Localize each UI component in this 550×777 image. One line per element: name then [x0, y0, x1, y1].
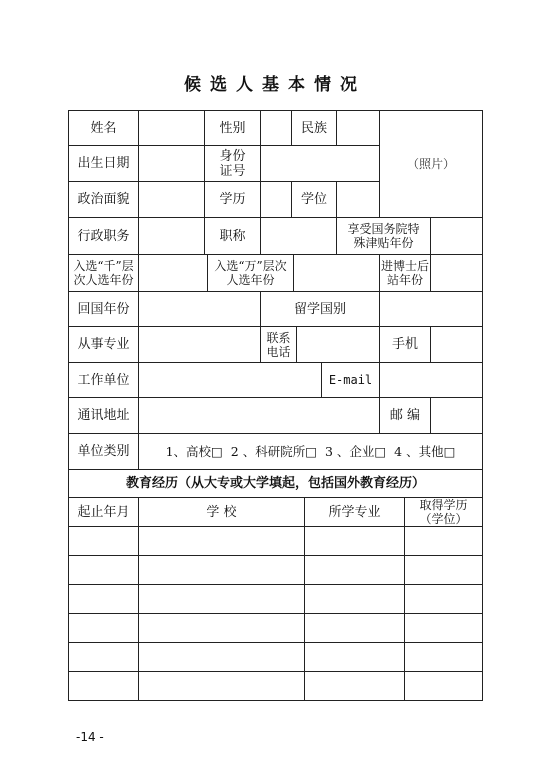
label-contact-phone: 联系 电话 [260, 326, 297, 363]
education-row-5-degree-field[interactable] [404, 642, 483, 672]
ethnicity-field[interactable] [336, 110, 380, 146]
col-period: 起止年月 [68, 497, 139, 527]
address-field[interactable] [138, 397, 380, 434]
education-row-1-school-field[interactable] [138, 526, 305, 556]
title-rank-field[interactable] [260, 217, 337, 255]
postdoc-field[interactable] [430, 254, 483, 292]
email-field[interactable] [379, 362, 483, 398]
name-field[interactable] [138, 110, 205, 146]
education-row-4-period-field[interactable] [68, 613, 139, 643]
label-gender: 性别 [204, 110, 261, 146]
page-number: -14 - [76, 730, 104, 744]
birth-date-field[interactable] [138, 145, 205, 182]
label-political-status: 政治面貌 [68, 181, 139, 218]
education-row-2-major-field[interactable] [304, 555, 405, 585]
label-email: E-mail [321, 362, 380, 398]
col-major: 所学专业 [304, 497, 405, 527]
education-row-3-major-field[interactable] [304, 584, 405, 614]
wan-ren-field[interactable] [293, 254, 380, 292]
education-row-6-period-field[interactable] [68, 671, 139, 701]
education-row-3-school-field[interactable] [138, 584, 305, 614]
label-degree: 学位 [291, 181, 337, 218]
education-row-6-degree-field[interactable] [404, 671, 483, 701]
gender-field[interactable] [260, 110, 292, 146]
unit-type-options[interactable]: 1、高校□ 2 、科研院所□ 3 、企业□ 4 、其他□ [138, 433, 483, 470]
col-degree: 取得学历 （学位） [404, 497, 483, 527]
postcode-field[interactable] [430, 397, 483, 434]
label-education: 学历 [204, 181, 261, 218]
form-title: 候选人基本情况 [184, 75, 366, 95]
col-school: 学 校 [138, 497, 305, 527]
education-row-5-school-field[interactable] [138, 642, 305, 672]
education-row-2-period-field[interactable] [68, 555, 139, 585]
label-return-year: 回国年份 [68, 291, 139, 327]
label-name: 姓名 [68, 110, 139, 146]
admin-position-field[interactable] [138, 217, 205, 255]
degree-field[interactable] [336, 181, 380, 218]
label-ethnicity: 民族 [291, 110, 337, 146]
label-qian-ren: 入选“千”层 次人选年份 [68, 254, 139, 292]
political-status-field[interactable] [138, 181, 205, 218]
education-row-4-degree-field[interactable] [404, 613, 483, 643]
label-id-number: 身份 证号 [204, 145, 261, 182]
education-row-4-school-field[interactable] [138, 613, 305, 643]
education-row-2-degree-field[interactable] [404, 555, 483, 585]
education-row-1-major-field[interactable] [304, 526, 405, 556]
label-postdoc: 进博士后 站年份 [379, 254, 431, 292]
label-wan-ren: 入选“万”层次 人选年份 [207, 254, 294, 292]
label-postcode: 邮 编 [379, 397, 431, 434]
contact-phone-field[interactable] [296, 326, 380, 363]
mobile-field[interactable] [430, 326, 483, 363]
label-title-rank: 职称 [204, 217, 261, 255]
label-birth-date: 出生日期 [68, 145, 139, 182]
label-specialty: 从事专业 [68, 326, 139, 363]
education-row-4-major-field[interactable] [304, 613, 405, 643]
education-row-1-degree-field[interactable] [404, 526, 483, 556]
education-row-6-major-field[interactable] [304, 671, 405, 701]
education-row-3-degree-field[interactable] [404, 584, 483, 614]
study-country-field[interactable] [379, 291, 483, 327]
state-allowance-field[interactable] [430, 217, 483, 255]
id-number-field[interactable] [260, 145, 380, 182]
education-row-1-period-field[interactable] [68, 526, 139, 556]
label-unit-type: 单位类别 [68, 433, 139, 470]
label-study-country: 留学国别 [260, 291, 380, 327]
label-state-allowance: 享受国务院特 殊津贴年份 [336, 217, 431, 255]
qian-ren-field[interactable] [138, 254, 208, 292]
education-heading: 教育经历（从大专或大学填起，包括国外教育经历） [68, 469, 483, 498]
label-mobile: 手机 [379, 326, 431, 363]
work-unit-field[interactable] [138, 362, 322, 398]
specialty-field[interactable] [138, 326, 261, 363]
label-address: 通讯地址 [68, 397, 139, 434]
label-admin-position: 行政职务 [68, 217, 139, 255]
education-row-5-period-field[interactable] [68, 642, 139, 672]
education-row-2-school-field[interactable] [138, 555, 305, 585]
return-year-field[interactable] [138, 291, 261, 327]
education-field[interactable] [260, 181, 292, 218]
education-row-6-school-field[interactable] [138, 671, 305, 701]
photo-box[interactable]: （照片） [379, 110, 483, 218]
education-row-5-major-field[interactable] [304, 642, 405, 672]
label-work-unit: 工作单位 [68, 362, 139, 398]
education-row-3-period-field[interactable] [68, 584, 139, 614]
